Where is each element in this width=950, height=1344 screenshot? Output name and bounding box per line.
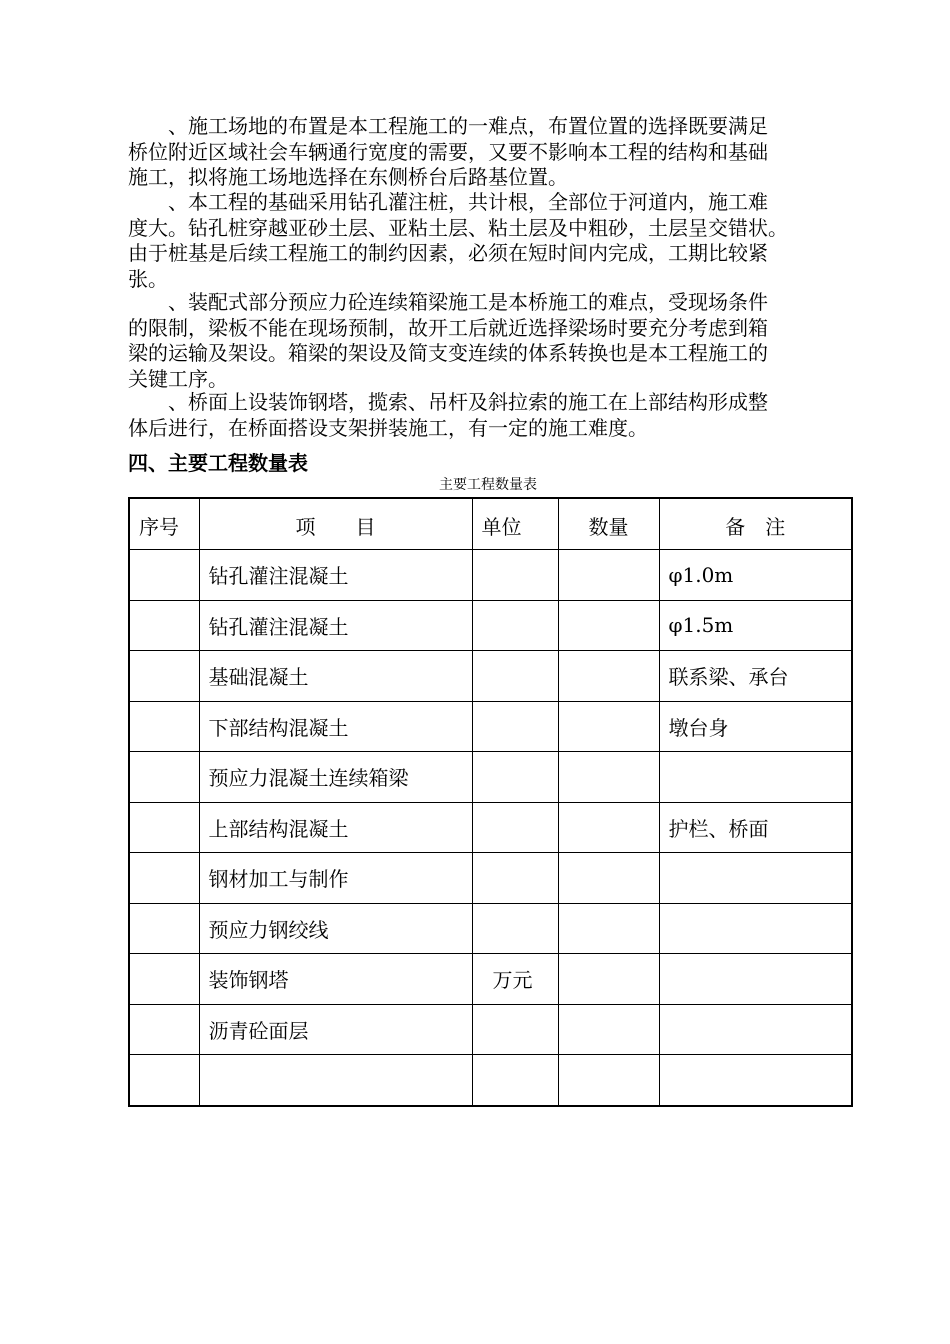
table-header-row — [129, 498, 852, 550]
text-line: 、桥面上设装饰钢塔，揽索、吊杆及斜拉索的施工在上部结构形成整 — [128, 390, 768, 414]
cell-item: 上部结构混凝土 — [199, 802, 472, 853]
table-row — [129, 550, 852, 601]
text-line: 张。 — [128, 266, 168, 291]
cell-unit — [472, 1055, 558, 1106]
text-line: 、本工程的基础采用钻孔灌注桩，共计根，全部位于河道内，施工难 — [128, 190, 768, 214]
text-line: 桥位附近区域社会车辆通行宽度的需要，又要不影响本工程的结构和基础 — [128, 139, 768, 164]
cell-quantity — [558, 600, 659, 651]
cell-item: 预应力混凝土连续箱梁 — [199, 752, 472, 803]
table-row — [129, 1055, 852, 1106]
table-caption: 主要工程数量表 — [439, 477, 537, 493]
cell-unit — [472, 600, 558, 651]
table-row — [129, 600, 852, 651]
cell-remark — [659, 752, 852, 803]
cell-index — [129, 1055, 199, 1106]
cell-remark — [659, 954, 852, 1005]
cell-quantity — [558, 1004, 659, 1055]
cell-quantity — [558, 802, 659, 853]
text-line: 关键工序。 — [128, 366, 228, 391]
cell-quantity — [558, 701, 659, 752]
cell-item: 沥青砼面层 — [199, 1004, 472, 1055]
cell-item: 钻孔灌注混凝土 — [199, 600, 472, 651]
cell-remark — [659, 853, 852, 904]
header-index: 序号 — [129, 498, 199, 550]
text-line: 施工，拟将施工场地选择在东侧桥台后路基位置。 — [128, 165, 568, 189]
cell-index — [129, 903, 199, 954]
quantity-table — [128, 497, 853, 1107]
cell-item: 钻孔灌注混凝土 — [199, 550, 472, 601]
table-row — [129, 1004, 852, 1055]
cell-item: 下部结构混凝土 — [199, 701, 472, 752]
cell-unit — [472, 651, 558, 702]
cell-quantity — [558, 752, 659, 803]
cell-item: 装饰钢塔 — [199, 954, 472, 1005]
cell-remark: φ1.0m — [659, 550, 852, 601]
paragraph-steel-tower — [128, 390, 848, 441]
table-row — [129, 701, 852, 752]
text-line: 、施工场地的布置是本工程施工的一难点，布置位置的选择既要满足 — [128, 114, 768, 138]
table-row — [129, 651, 852, 702]
cell-index — [129, 651, 199, 702]
paragraph-foundation — [128, 190, 848, 292]
header-quantity: 数量 — [558, 498, 659, 550]
cell-unit — [472, 903, 558, 954]
paragraph-box-girder — [128, 290, 848, 392]
cell-quantity — [558, 903, 659, 954]
text-line: 体后进行，在桥面搭设支架拼装施工，有一定的施工难度。 — [128, 415, 648, 440]
cell-quantity — [558, 651, 659, 702]
table-row — [129, 903, 852, 954]
table-row — [129, 752, 852, 803]
cell-unit — [472, 701, 558, 752]
cell-remark — [659, 1004, 852, 1055]
cell-index — [129, 853, 199, 904]
text-line: 梁的运输及架设。箱梁的架设及简支变连续的体系转换也是本工程施工的 — [128, 341, 768, 365]
cell-unit — [472, 550, 558, 601]
cell-quantity — [558, 954, 659, 1005]
header-unit: 单位 — [472, 498, 558, 550]
cell-remark — [659, 903, 852, 954]
cell-quantity — [558, 550, 659, 601]
cell-remark: 护栏、桥面 — [659, 802, 852, 853]
cell-remark: 联系梁、承台 — [659, 651, 852, 702]
cell-quantity — [558, 1055, 659, 1106]
text-line: 的限制，梁板不能在现场预制，故开工后就近选择梁场时要充分考虑到箱 — [128, 315, 768, 340]
cell-item: 基础混凝土 — [199, 651, 472, 702]
cell-index — [129, 802, 199, 853]
cell-index — [129, 600, 199, 651]
text-line: 、装配式部分预应力砼连续箱梁施工是本桥施工的难点，受现场条件 — [128, 290, 768, 314]
cell-unit — [472, 752, 558, 803]
table-row — [129, 954, 852, 1005]
cell-quantity — [558, 853, 659, 904]
cell-unit: 万元 — [472, 954, 558, 1005]
cell-remark — [659, 1055, 852, 1106]
header-remark: 备 注 — [659, 498, 852, 550]
cell-index — [129, 954, 199, 1005]
cell-unit — [472, 802, 558, 853]
cell-index — [129, 752, 199, 803]
table-row — [129, 802, 852, 853]
cell-unit — [472, 1004, 558, 1055]
header-item: 项 目 — [199, 498, 472, 550]
cell-index — [129, 701, 199, 752]
cell-item: 预应力钢绞线 — [199, 903, 472, 954]
cell-item: 钢材加工与制作 — [199, 853, 472, 904]
cell-item — [199, 1055, 472, 1106]
text-line: 度大。钻孔桩穿越亚砂土层、亚粘土层、粘土层及中粗砂，土层呈交错状。 — [128, 215, 788, 240]
text-line: 由于桩基是后续工程施工的制约因素，必须在短时间内完成，工期比较紧 — [128, 241, 768, 265]
paragraph-site-layout — [128, 114, 848, 191]
section-heading: 四、主要工程数量表 — [128, 451, 308, 475]
cell-remark: φ1.5m — [659, 600, 852, 651]
cell-remark: 墩台身 — [659, 701, 852, 752]
cell-index — [129, 550, 199, 601]
cell-unit — [472, 853, 558, 904]
cell-index — [129, 1004, 199, 1055]
table-row — [129, 853, 852, 904]
